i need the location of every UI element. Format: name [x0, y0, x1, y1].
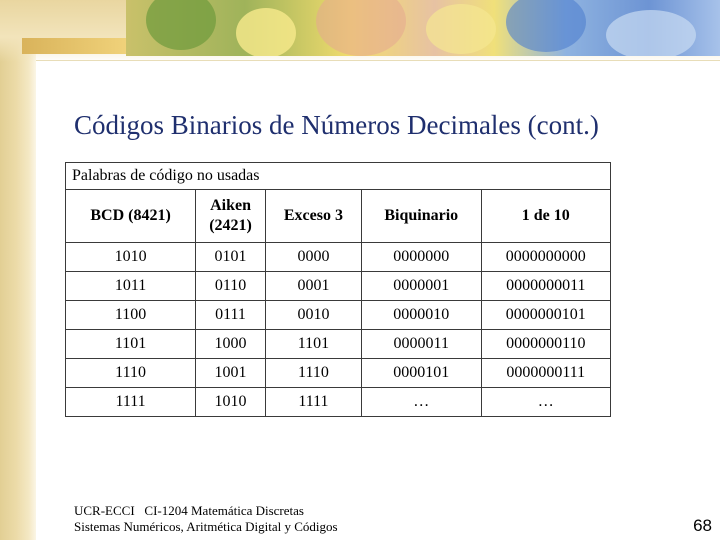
unused-codewords-table [65, 162, 611, 417]
table-caption-row [66, 163, 611, 190]
table-cell: 1111 [66, 388, 196, 417]
table-cell: … [361, 388, 481, 417]
table-cell: 1101 [265, 330, 361, 359]
table-cell: 0000010 [361, 301, 481, 330]
table-cell: 0000000111 [481, 359, 610, 388]
table-cell: 0000000011 [481, 272, 610, 301]
table-cell: 0010 [265, 301, 361, 330]
table-cell: 0000000110 [481, 330, 610, 359]
table-cell: 1100 [66, 301, 196, 330]
table-cell: 1110 [265, 359, 361, 388]
table-cell: 1010 [196, 388, 266, 417]
slide-footer [74, 503, 338, 535]
table-cell: … [481, 388, 610, 417]
decorative-banner-image [126, 0, 720, 56]
header-cell: Exceso 3 [265, 190, 361, 243]
table-cell: 1110 [66, 359, 196, 388]
table-cell: 0000000000 [481, 243, 610, 272]
table-row [66, 243, 611, 272]
header-cell [196, 190, 266, 243]
table-row [66, 388, 611, 417]
table-row [66, 359, 611, 388]
table-cell: 0000101 [361, 359, 481, 388]
table-cell: 0000000 [361, 243, 481, 272]
table-cell: 1011 [66, 272, 196, 301]
table-cell: 0000 [265, 243, 361, 272]
footer-topic: Sistemas Numéricos, Aritmética Digital y Códigos [74, 519, 338, 534]
header-divider [36, 60, 720, 61]
table-cell: 0000000101 [481, 301, 610, 330]
table-cell: 0000001 [361, 272, 481, 301]
header-cell: Biquinario [361, 190, 481, 243]
table-cell: 0001 [265, 272, 361, 301]
decorative-strip [22, 38, 127, 54]
table-cell: 0111 [196, 301, 266, 330]
table-cell: 1111 [265, 388, 361, 417]
footer-course: UCR-ECCI CI-1204 Matemática Discretas [74, 503, 304, 518]
table-cell: 1001 [196, 359, 266, 388]
table-cell: 0000011 [361, 330, 481, 359]
table-cell: 0110 [196, 272, 266, 301]
table-cell: 1000 [196, 330, 266, 359]
header-cell-line: Aiken (2421) [209, 197, 252, 234]
table-cell: 1010 [66, 243, 196, 272]
header-cell: 1 de 10 [481, 190, 610, 243]
table-row [66, 301, 611, 330]
table-row [66, 330, 611, 359]
table-row [66, 272, 611, 301]
table-cell: 0101 [196, 243, 266, 272]
page-number: 68 [693, 516, 712, 535]
table-cell: 1101 [66, 330, 196, 359]
parchment-sidebar [0, 0, 36, 540]
header-cell: BCD (8421) [66, 190, 196, 243]
table-caption: Palabras de código no usadas [66, 163, 611, 190]
slide-title: Códigos Binarios de Números Decimales (cont.) [74, 110, 599, 140]
table-header-row [66, 190, 611, 243]
